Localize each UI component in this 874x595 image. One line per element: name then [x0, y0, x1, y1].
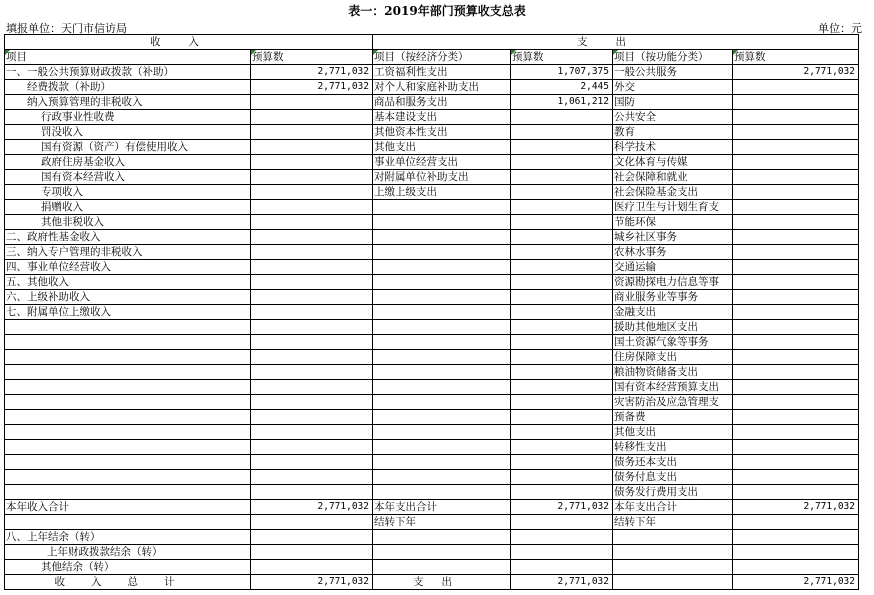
func-item-cell: 城乡社区事务: [613, 230, 733, 245]
func-value-cell: [733, 425, 859, 440]
econ-value-cell: [511, 260, 613, 275]
empty-cell: [511, 515, 613, 530]
income-value-cell: [251, 410, 373, 425]
income-item-cell: [5, 440, 251, 455]
income-item-cell: 五、其他收入: [5, 275, 251, 290]
income-item-cell: 二、政府性基金收入: [5, 230, 251, 245]
empty-cell: [251, 530, 373, 545]
func-value-cell: [733, 140, 859, 155]
reporting-unit: 填报单位：天门市信访局: [6, 22, 127, 35]
empty-cell: [613, 575, 733, 590]
income-total-value-cell: 2,771,032: [251, 500, 373, 515]
income-item-cell: [5, 410, 251, 425]
income-value-cell: 2,771,032: [251, 80, 373, 95]
income-item-cell: [5, 485, 251, 500]
econ-value-cell: [511, 200, 613, 215]
income-item-cell: [5, 425, 251, 440]
table-row: [5, 260, 859, 275]
expense-total-value-cell: 2,771,032: [511, 500, 613, 515]
econ-item-cell: [373, 290, 511, 305]
table-row: [5, 380, 859, 395]
func-item-cell: 社会保险基金支出: [613, 185, 733, 200]
income-item-cell: 其他非税收入: [5, 215, 251, 230]
func-item-cell: 债务发行费用支出: [613, 485, 733, 500]
func-item-cell: 转移性支出: [613, 440, 733, 455]
func-item-cell: 灾害防治及应急管理支: [613, 395, 733, 410]
table-row: [5, 440, 859, 455]
func-value-cell: [733, 245, 859, 260]
func-total-label-cell: 本年支出合计: [613, 500, 733, 515]
func-value-cell: [733, 485, 859, 500]
func-item-cell: 粮油物资储备支出: [613, 365, 733, 380]
econ-item-cell: [373, 410, 511, 425]
econ-value-cell: [511, 125, 613, 140]
func-item-cell: 住房保障支出: [613, 350, 733, 365]
func-value-cell: [733, 260, 859, 275]
func-value-cell: [733, 380, 859, 395]
income-item-cell: 四、事业单位经营收入: [5, 260, 251, 275]
income-value-cell: [251, 125, 373, 140]
table-row: [5, 425, 859, 440]
econ-value-cell: [511, 215, 613, 230]
func-value-cell: [733, 350, 859, 365]
econ-item-cell: [373, 365, 511, 380]
func-item-cell: 一般公共服务: [613, 65, 733, 80]
econ-item-cell: [373, 440, 511, 455]
econ-item-cell: [373, 350, 511, 365]
grand-income-label-cell: 收入总计: [5, 575, 251, 590]
econ-value-cell: [511, 440, 613, 455]
func-item-cell: 农林水事务: [613, 245, 733, 260]
econ-item-cell: [373, 260, 511, 275]
econ-value-cell: [511, 335, 613, 350]
func-value-cell: [733, 200, 859, 215]
econ-value-cell: [511, 305, 613, 320]
func-value-cell: 2,771,032: [733, 65, 859, 80]
econ-item-cell: [373, 485, 511, 500]
func-value-cell: [733, 110, 859, 125]
table-row: [5, 170, 859, 185]
table-row: [5, 395, 859, 410]
func-value-cell: [733, 335, 859, 350]
income-value-cell: [251, 380, 373, 395]
empty-cell: [511, 530, 613, 545]
empty-cell: [733, 545, 859, 560]
econ-item-cell: 对个人和家庭补助支出: [373, 80, 511, 95]
func-value-cell: [733, 215, 859, 230]
econ-value-cell: [511, 470, 613, 485]
func-value-cell: [733, 80, 859, 95]
empty-cell: [613, 560, 733, 575]
econ-value-cell: [511, 455, 613, 470]
income-item-cell: [5, 320, 251, 335]
func-item-cell: 外交: [613, 80, 733, 95]
income-value-cell: [251, 350, 373, 365]
econ-item-cell: 对附属单位补助支出: [373, 170, 511, 185]
income-item-cell: 专项收入: [5, 185, 251, 200]
income-value-cell: [251, 320, 373, 335]
empty-cell: [5, 515, 251, 530]
income-value-cell: [251, 95, 373, 110]
table-row: [5, 125, 859, 140]
table-row: [5, 410, 859, 425]
func-value-cell: [733, 95, 859, 110]
func-total-value-cell: 2,771,032: [733, 500, 859, 515]
empty-cell: [733, 530, 859, 545]
income-value-cell: [251, 395, 373, 410]
empty-cell: [251, 515, 373, 530]
income-value-cell: [251, 245, 373, 260]
empty-cell: [511, 545, 613, 560]
table-row: [5, 275, 859, 290]
table-row: [5, 140, 859, 155]
table-row: [5, 305, 859, 320]
income-value-cell: [251, 140, 373, 155]
empty-cell: [733, 515, 859, 530]
econ-item-cell: [373, 455, 511, 470]
func-value-cell: [733, 410, 859, 425]
income-value-cell: [251, 455, 373, 470]
econ-value-cell: [511, 380, 613, 395]
income-value-cell: [251, 275, 373, 290]
empty-cell: [373, 545, 511, 560]
table-row: [5, 245, 859, 260]
income-item-cell: 六、上级补助收入: [5, 290, 251, 305]
table-row: [5, 470, 859, 485]
expense-total-label-cell: 本年支出合计: [373, 500, 511, 515]
econ-value-cell: [511, 290, 613, 305]
func-value-cell: [733, 230, 859, 245]
func-value-cell: [733, 290, 859, 305]
income-item-cell: 捐赠收入: [5, 200, 251, 215]
other-balance-cell: 其他结余（转）: [5, 560, 251, 575]
income-value-cell: [251, 290, 373, 305]
income-item-cell: [5, 380, 251, 395]
empty-cell: [251, 560, 373, 575]
func-value-cell: [733, 320, 859, 335]
econ-item-cell: [373, 320, 511, 335]
econ-item-cell: [373, 215, 511, 230]
grand-func-value-cell: 2,771,032: [733, 575, 859, 590]
econ-value-cell: [511, 245, 613, 260]
econ-value-cell: [511, 365, 613, 380]
econ-item-cell: [373, 230, 511, 245]
table-row: [5, 155, 859, 170]
econ-value-cell: [511, 230, 613, 245]
income-value-cell: [251, 110, 373, 125]
econ-value-cell: [511, 485, 613, 500]
currency-unit: 单位：元: [818, 22, 862, 35]
econ-value-cell: 1,061,212: [511, 95, 613, 110]
func-item-cell: 债务付息支出: [613, 470, 733, 485]
empty-cell: [613, 545, 733, 560]
econ-value-cell: [511, 170, 613, 185]
table-row: [5, 320, 859, 335]
income-item-cell: [5, 455, 251, 470]
econ-value-cell: [511, 320, 613, 335]
table-row: [5, 200, 859, 215]
econ-value-cell: [511, 275, 613, 290]
income-value-cell: [251, 440, 373, 455]
table-row: [5, 350, 859, 365]
table-row: [5, 365, 859, 380]
income-value-cell: [251, 155, 373, 170]
table-row: [5, 80, 859, 95]
table-row: [5, 65, 859, 80]
func-item-cell: 援助其他地区支出: [613, 320, 733, 335]
prior-balance-row: [5, 530, 859, 545]
expense-header: 支出: [373, 35, 859, 50]
income-item-cell: 国有资本经营收入: [5, 170, 251, 185]
econ-value-cell: [511, 410, 613, 425]
income-value-cell: [251, 170, 373, 185]
func-value-cell: [733, 275, 859, 290]
income-item-cell: 行政事业性收费: [5, 110, 251, 125]
income-value-cell: [251, 365, 373, 380]
func-item-cell: 交通运输: [613, 260, 733, 275]
section-header-row: [5, 35, 859, 50]
func-budget-header: 预算数: [733, 50, 859, 65]
econ-value-cell: [511, 155, 613, 170]
econ-item-cell: 商品和服务支出: [373, 95, 511, 110]
prior-fiscal-row: [5, 545, 859, 560]
income-item-cell: [5, 335, 251, 350]
func-item-cell: 其他支出: [613, 425, 733, 440]
func-item-cell: 预备费: [613, 410, 733, 425]
grand-expense-value-cell: 2,771,032: [511, 575, 613, 590]
econ-item-cell: [373, 245, 511, 260]
econ-item-cell: 基本建设支出: [373, 110, 511, 125]
func-item-cell: 公共安全: [613, 110, 733, 125]
income-value-cell: [251, 485, 373, 500]
income-item-cell: [5, 470, 251, 485]
func-item-cell: 文化体育与传媒: [613, 155, 733, 170]
econ-value-cell: 1,707,375: [511, 65, 613, 80]
income-value-cell: 2,771,032: [251, 65, 373, 80]
func-item-cell: 科学技术: [613, 140, 733, 155]
table-row: [5, 95, 859, 110]
table-row: [5, 455, 859, 470]
income-value-cell: [251, 215, 373, 230]
summary-row: [5, 500, 859, 515]
income-item-cell: 国有资源（资产）有偿使用收入: [5, 140, 251, 155]
income-value-cell: [251, 260, 373, 275]
econ-item-cell: [373, 425, 511, 440]
income-value-cell: [251, 185, 373, 200]
income-item-cell: 罚没收入: [5, 125, 251, 140]
income-item-cell: 经费拨款（补助）: [5, 80, 251, 95]
income-value-cell: [251, 335, 373, 350]
econ-item-cell: 上缴上级支出: [373, 185, 511, 200]
econ-item-cell: [373, 380, 511, 395]
func-item-cell: 国土资源气象等事务: [613, 335, 733, 350]
econ-item-cell: [373, 275, 511, 290]
func-value-cell: [733, 470, 859, 485]
income-item-cell: [5, 350, 251, 365]
income-value-cell: [251, 425, 373, 440]
income-item-header: 项目: [5, 50, 251, 65]
income-item-cell: 七、附属单位上缴收入: [5, 305, 251, 320]
income-item-cell: 三、纳入专户管理的非税收入: [5, 245, 251, 260]
income-item-cell: [5, 365, 251, 380]
func-value-cell: [733, 365, 859, 380]
func-value-cell: [733, 125, 859, 140]
func-item-cell: 社会保障和就业: [613, 170, 733, 185]
prior-balance-cell: 八、上年结余（转）: [5, 530, 251, 545]
income-value-cell: [251, 200, 373, 215]
empty-cell: [373, 560, 511, 575]
func-item-cell: 教育: [613, 125, 733, 140]
grand-income-value-cell: 2,771,032: [251, 575, 373, 590]
income-header: 收入: [5, 35, 373, 50]
table-row: [5, 290, 859, 305]
income-item-cell: 纳入预算管理的非税收入: [5, 95, 251, 110]
econ-item-cell: [373, 305, 511, 320]
table-title: 表一：2019年部门预算收支总表: [348, 4, 526, 18]
table-row: [5, 215, 859, 230]
carry-forward-row: [5, 515, 859, 530]
prior-fiscal-cell: 上年财政拨款结余（转）: [5, 545, 251, 560]
econ-item-header: 项目（按经济分类）: [373, 50, 511, 65]
econ-value-cell: [511, 140, 613, 155]
table-row: [5, 335, 859, 350]
func-value-cell: [733, 170, 859, 185]
empty-cell: [613, 530, 733, 545]
econ-value-cell: [511, 425, 613, 440]
income-value-cell: [251, 305, 373, 320]
econ-budget-header: 预算数: [511, 50, 613, 65]
income-total-label-cell: 本年收入合计: [5, 500, 251, 515]
func-item-cell: 资源勘探电力信息等事: [613, 275, 733, 290]
other-balance-row: [5, 560, 859, 575]
income-value-cell: [251, 230, 373, 245]
func-item-cell: 金融支出: [613, 305, 733, 320]
func-item-cell: 国防: [613, 95, 733, 110]
func-value-cell: [733, 395, 859, 410]
func-item-cell: 商业服务业等事务: [613, 290, 733, 305]
grand-expense-label-cell: 支出: [373, 575, 511, 590]
carry-forward-func-cell: 结转下年: [613, 515, 733, 530]
carry-forward-econ-cell: 结转下年: [373, 515, 511, 530]
func-item-cell: 医疗卫生与计划生育支: [613, 200, 733, 215]
func-item-header: 项目（按功能分类）: [613, 50, 733, 65]
func-value-cell: [733, 185, 859, 200]
func-item-cell: 国有资本经营预算支出: [613, 380, 733, 395]
econ-value-cell: [511, 395, 613, 410]
econ-value-cell: [511, 185, 613, 200]
econ-item-cell: [373, 200, 511, 215]
func-value-cell: [733, 440, 859, 455]
table-row: [5, 230, 859, 245]
econ-item-cell: [373, 335, 511, 350]
func-value-cell: [733, 455, 859, 470]
econ-item-cell: 事业单位经营支出: [373, 155, 511, 170]
table-row: [5, 110, 859, 125]
econ-item-cell: 其他资本性支出: [373, 125, 511, 140]
income-item-cell: [5, 395, 251, 410]
func-value-cell: [733, 305, 859, 320]
table-row: [5, 485, 859, 500]
grand-total-row: [5, 575, 859, 590]
func-value-cell: [733, 155, 859, 170]
econ-value-cell: [511, 350, 613, 365]
func-item-cell: 节能环保: [613, 215, 733, 230]
econ-value-cell: 2,445: [511, 80, 613, 95]
income-budget-header: 预算数: [251, 50, 373, 65]
func-item-cell: 债务还本支出: [613, 455, 733, 470]
empty-cell: [373, 530, 511, 545]
budget-summary-table: [4, 34, 859, 590]
column-header-row: [5, 50, 859, 65]
econ-value-cell: [511, 110, 613, 125]
empty-cell: [733, 560, 859, 575]
income-value-cell: [251, 470, 373, 485]
empty-cell: [251, 545, 373, 560]
income-item-cell: 一、一般公共预算财政拨款（补助）: [5, 65, 251, 80]
econ-item-cell: 其他支出: [373, 140, 511, 155]
table-row: [5, 185, 859, 200]
empty-cell: [511, 560, 613, 575]
income-item-cell: 政府住房基金收入: [5, 155, 251, 170]
econ-item-cell: [373, 395, 511, 410]
econ-item-cell: [373, 470, 511, 485]
econ-item-cell: 工资福利性支出: [373, 65, 511, 80]
